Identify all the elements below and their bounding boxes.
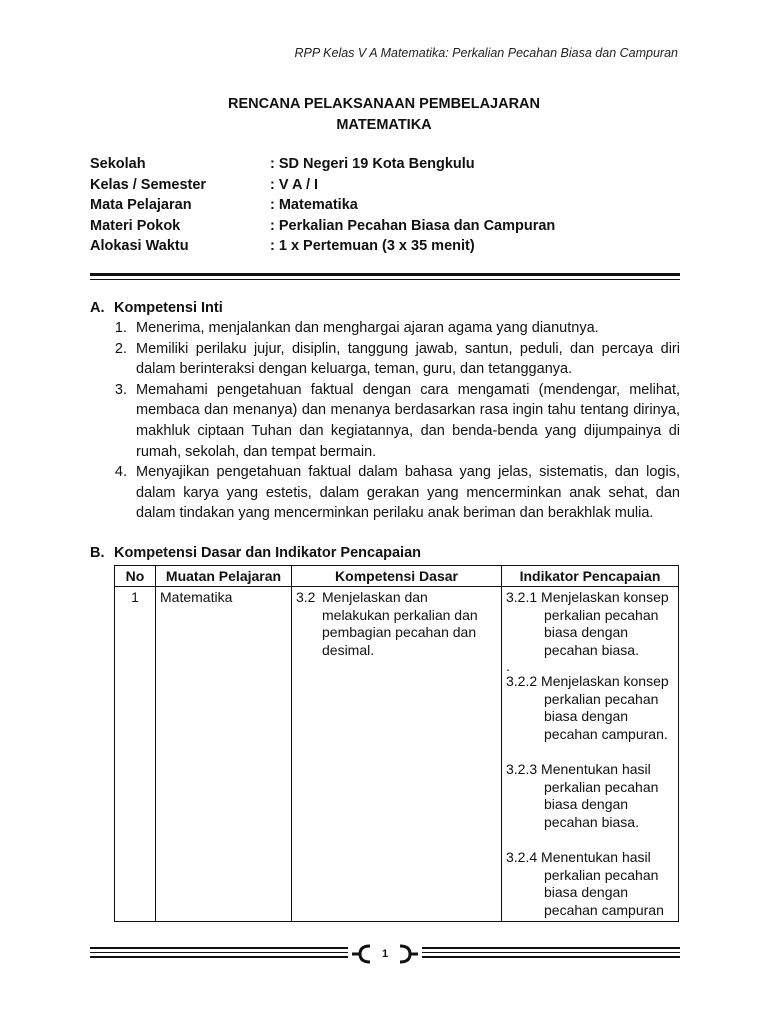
identity-block (90, 154, 690, 257)
identity-row (90, 175, 690, 196)
indicator-entry (506, 589, 674, 659)
indicator-heading: 3.2.1 Menjelaskan konsep (506, 589, 669, 605)
indicator-heading: 3.2.3 Menentukan hasil (506, 761, 651, 777)
list-item (90, 462, 680, 524)
indicator-line: perkalian pecahan (544, 866, 659, 883)
indicator-line: biasa dengan (544, 884, 629, 900)
divider-thin (90, 279, 680, 280)
identity-row (90, 154, 690, 175)
stray-mark: . (506, 658, 510, 674)
indicator-entry (506, 673, 674, 743)
running-header: RPP Kelas V A Matematika: Perkalian Pecahan Biasa dan Campuran (294, 46, 678, 60)
list-item-text: Memiliki perilaku jujur, disiplin, tanggung jawab, santun, peduli, dan percaya diri dalam berinteraksi dengan keluarga, teman, guru, dan tetangganya. (136, 340, 680, 378)
cell-indikator (502, 587, 679, 922)
list-item (90, 339, 680, 380)
identity-row (90, 216, 690, 237)
title-line-1: RENCANA PELAKSANAAN PEMBELAJARAN (227, 96, 541, 112)
divider-thick (90, 273, 680, 276)
cell-kompetensi (292, 587, 502, 922)
indicator-line: perkalian pecahan (544, 606, 659, 623)
indicator-line: biasa dengan (544, 708, 629, 724)
cell-muatan: Matematika (156, 587, 292, 922)
identity-value: : 1 x Pertemuan (3 x 35 menit) (270, 238, 475, 254)
list-item (90, 380, 680, 462)
kd-text: Menjelaskan dan melakukan perkalian dan pembagian pecahan dan desimal. (322, 589, 478, 658)
indicator-line: pecahan biasa. (544, 813, 639, 830)
identity-row (90, 195, 690, 216)
identity-row (90, 236, 690, 257)
identity-label: Alokasi Waktu (90, 238, 189, 254)
kd-code: 3.2 (296, 589, 316, 605)
list-item-text: Menyajikan pengetahuan faktual dalam bahasa yang jelas, sistematis, dan logis, dalam karya yang estetis, dalam gerakan yang mencerminkan anak sehat, dan dalam tindakan yang mencerminkan perilaku anak beriman dan berakhlak mulia. (136, 464, 680, 522)
list-item (90, 318, 680, 339)
section-letter: B. (90, 545, 105, 561)
section-kompetensi-dasar (90, 543, 680, 563)
identity-value: : V A / I (270, 176, 319, 193)
section-title: Kompetensi Inti (114, 300, 223, 316)
indicator-line: perkalian pecahan (544, 690, 659, 707)
column-header-no: No (115, 566, 156, 587)
indicator-line: pecahan biasa. (544, 641, 639, 658)
identity-label: Mata Pelajaran (90, 197, 192, 213)
section-heading (90, 298, 680, 318)
cell-no: 1 (115, 587, 156, 922)
identity-value: : Perkalian Pecahan Biasa dan Campuran (270, 217, 556, 234)
title-line-2: MATEMATIKA (336, 117, 432, 133)
indicator-entry (506, 761, 674, 831)
list-item-text: Memahami pengetahuan faktual dengan cara mengamati (mendengar, melihat, membaca dan menanya) dan menanya berdasarkan rasa ingin tahu tentang dirinya, makhluk ciptaan Tuhan dan kegiatannya, dan benda-benda yang dijumpainya di rumah, sekolah, dan tempat bermain. (136, 381, 680, 460)
identity-label: Materi Pokok (90, 217, 181, 234)
table-header-row (115, 566, 679, 587)
section-kompetensi-inti (90, 298, 680, 524)
indicator-entry (506, 849, 674, 919)
identity-label: Kelas / Semester (90, 176, 207, 193)
indicator-line: pecahan campuran (544, 901, 664, 918)
column-header-kompetensi: Kompetensi Dasar (292, 566, 502, 587)
column-header-muatan: Muatan Pelajaran (156, 566, 292, 587)
page-footer (90, 944, 680, 964)
identity-label: Sekolah (90, 156, 146, 172)
indicator-line: biasa dengan (544, 796, 629, 812)
indicator-heading: 3.2.4 Menentukan hasil (506, 849, 651, 865)
document-title (0, 94, 768, 136)
identity-value: : Matematika (270, 197, 358, 213)
section-title: Kompetensi Dasar dan Indikator Pencapaian (114, 545, 422, 561)
list-item-text: Menerima, menjalankan dan menghargai ajaran agama yang dianutnya. (136, 320, 599, 336)
table-row (115, 587, 679, 922)
page-number: 1 (381, 948, 389, 960)
indicator-line: perkalian pecahan (544, 778, 659, 795)
indicator-line: pecahan campuran. (544, 725, 668, 742)
list-item-number: 1. (114, 320, 127, 336)
section-heading (90, 543, 680, 563)
kompetensi-dasar-table (114, 565, 679, 922)
indicator-line: biasa dengan (544, 624, 629, 640)
list-item-number: 2. (114, 340, 127, 357)
kompetensi-inti-list (90, 318, 680, 524)
section-letter: A. (90, 300, 105, 316)
list-item-number: 3. (114, 381, 127, 398)
identity-value: : SD Negeri 19 Kota Bengkulu (270, 156, 475, 172)
indicator-heading: 3.2.2 Menjelaskan konsep (506, 673, 669, 689)
page-number-badge (348, 944, 422, 964)
column-header-indikator: Indikator Pencapaian (502, 566, 679, 587)
kd-entry (296, 589, 497, 659)
list-item-number: 4. (114, 464, 127, 481)
